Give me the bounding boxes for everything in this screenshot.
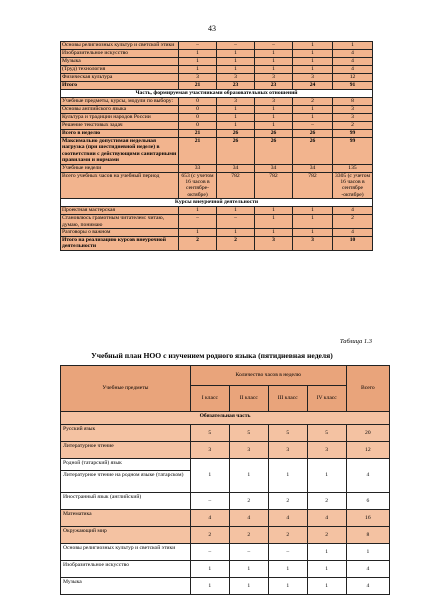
subject-cell: Всего в неделю bbox=[61, 130, 179, 138]
subject-cell: (Труд) технология bbox=[61, 66, 179, 74]
table-row bbox=[61, 130, 373, 138]
hours-cell: 1 bbox=[268, 561, 307, 578]
hours-cell: 4 bbox=[333, 229, 373, 237]
table-row bbox=[61, 122, 373, 130]
hours-cell: – bbox=[179, 42, 217, 50]
hours-cell: 3 bbox=[293, 74, 333, 82]
hours-cell: 26 bbox=[255, 130, 293, 138]
table-row bbox=[61, 66, 373, 74]
header-total: Всего bbox=[346, 366, 389, 412]
table-row bbox=[61, 114, 373, 122]
subject-cell: Проектная мастерская bbox=[61, 207, 179, 215]
hours-cell: 2 bbox=[268, 493, 307, 510]
hours-cell: 5 bbox=[190, 425, 229, 442]
hours-cell: 782 bbox=[217, 172, 255, 199]
hours-cell: – bbox=[217, 215, 255, 229]
subject-cell: Итого на реализацию курсов внеурочной деятельности bbox=[61, 237, 179, 251]
subject-cell: Решение текстовых задач bbox=[61, 122, 179, 130]
subject-cell: Родной (татарский) язык bbox=[61, 459, 191, 471]
hours-cell: 1 bbox=[293, 207, 333, 215]
hours-cell: 1 bbox=[217, 114, 255, 122]
hours-cell: 10 bbox=[333, 237, 373, 251]
hours-cell: 1 bbox=[268, 459, 307, 493]
hours-cell: 1 bbox=[293, 229, 333, 237]
hours-cell: 1 bbox=[293, 114, 333, 122]
subject-cell: Изобразительное искусство bbox=[61, 561, 191, 578]
hours-cell: 26 bbox=[217, 130, 255, 138]
hours-cell: 4 bbox=[190, 510, 229, 527]
hours-cell: 1 bbox=[179, 207, 217, 215]
header-hours-per-week: Количество часов в неделю bbox=[190, 366, 346, 386]
hours-cell: 4 bbox=[333, 66, 373, 74]
table-row bbox=[61, 58, 373, 66]
hours-cell: 782 bbox=[293, 172, 333, 199]
hours-cell: 4 bbox=[229, 510, 268, 527]
hours-cell: – bbox=[268, 544, 307, 561]
hours-cell: 4 bbox=[346, 459, 389, 493]
hours-cell: 23 bbox=[255, 82, 293, 90]
hours-cell: 1 bbox=[255, 114, 293, 122]
hours-cell: 34 bbox=[293, 164, 333, 172]
hours-cell: 4 bbox=[268, 510, 307, 527]
hours-cell: 20 bbox=[346, 425, 389, 442]
hours-cell: 16 bbox=[346, 510, 389, 527]
hours-cell: – bbox=[190, 493, 229, 510]
table-row bbox=[61, 510, 390, 527]
hours-cell: 1 bbox=[255, 229, 293, 237]
hours-cell: 2 bbox=[229, 527, 268, 544]
header-grade: III класс bbox=[268, 386, 307, 412]
hours-cell: 3 bbox=[255, 74, 293, 82]
hours-cell: 12 bbox=[333, 74, 373, 82]
hours-cell: 26 bbox=[217, 138, 255, 165]
table-row bbox=[61, 90, 373, 98]
hours-cell: 4 bbox=[307, 510, 346, 527]
hours-cell: 0 bbox=[179, 98, 217, 106]
hours-cell: 3 bbox=[255, 237, 293, 251]
hours-cell: 2 bbox=[307, 527, 346, 544]
hours-cell: 1 bbox=[229, 561, 268, 578]
hours-cell: 26 bbox=[255, 138, 293, 165]
hours-cell: 3 bbox=[190, 442, 229, 459]
hours-cell: 3 bbox=[217, 74, 255, 82]
hours-cell: 4 bbox=[346, 578, 389, 595]
table-row bbox=[61, 207, 373, 215]
hours-cell: 3 bbox=[293, 237, 333, 251]
hours-cell: – bbox=[293, 122, 333, 130]
hours-cell: 1 bbox=[179, 50, 217, 58]
section-mandatory: Обязательная часть bbox=[61, 412, 390, 425]
table-row bbox=[61, 98, 373, 106]
curriculum-table-native-language bbox=[60, 365, 390, 595]
hours-cell: 1 bbox=[293, 42, 333, 50]
hours-cell: 2 bbox=[217, 237, 255, 251]
hours-cell: 3 bbox=[333, 106, 373, 114]
hours-cell: 1 bbox=[293, 106, 333, 114]
hours-cell: 782 bbox=[255, 172, 293, 199]
table-caption: Таблица 1.3 bbox=[339, 338, 372, 345]
hours-cell: 1 bbox=[346, 544, 389, 561]
subject-cell: Основы религиозных культур и светской этики bbox=[61, 42, 179, 50]
table-row bbox=[61, 74, 373, 82]
subject-cell: Учебные предметы, курсы, модули по выбору: bbox=[61, 98, 179, 106]
subject-cell: Иностранный язык (английский) bbox=[61, 493, 191, 510]
table-row bbox=[61, 199, 373, 207]
subject-cell: Музыка bbox=[61, 578, 191, 595]
hours-cell: 1 bbox=[293, 66, 333, 74]
hours-cell: 1 bbox=[307, 544, 346, 561]
subject-cell: Становлюсь грамотным читателем: читаю, думаю, понимаю bbox=[61, 215, 179, 229]
hours-cell: 1 bbox=[255, 207, 293, 215]
hours-cell: 1 bbox=[307, 459, 346, 493]
hours-cell: 1 bbox=[190, 459, 229, 493]
hours-cell: 1 bbox=[255, 215, 293, 229]
hours-cell: 1 bbox=[217, 207, 255, 215]
subject-cell: Математика bbox=[61, 510, 191, 527]
hours-cell: 0 bbox=[179, 114, 217, 122]
hours-cell: 21 bbox=[179, 130, 217, 138]
hours-cell: 2 bbox=[307, 493, 346, 510]
header-grade: I класс bbox=[190, 386, 229, 412]
hours-cell: 1 bbox=[255, 50, 293, 58]
hours-cell: 1 bbox=[217, 106, 255, 114]
page-number: 43 bbox=[208, 24, 216, 33]
hours-cell: 2 bbox=[229, 493, 268, 510]
hours-cell: 3 bbox=[229, 442, 268, 459]
hours-cell: 5 bbox=[268, 425, 307, 442]
subject-cell: Итого bbox=[61, 82, 179, 90]
subject-cell: Основы английского языка bbox=[61, 106, 179, 114]
hours-cell: 1 bbox=[217, 66, 255, 74]
hours-cell: 1 bbox=[179, 58, 217, 66]
table-row bbox=[61, 82, 373, 90]
hours-cell: 0 bbox=[179, 106, 217, 114]
hours-cell: 2 bbox=[268, 527, 307, 544]
hours-cell: 23 bbox=[217, 82, 255, 90]
hours-cell: 2 bbox=[179, 237, 217, 251]
subject-cell: Литературное чтение bbox=[61, 442, 191, 459]
hours-cell: 1 bbox=[268, 578, 307, 595]
hours-cell: 8 bbox=[333, 98, 373, 106]
subject-cell: Всего учебных часов на учебный период bbox=[61, 172, 179, 199]
table-row bbox=[61, 215, 373, 229]
section-heading: Часть, формируемая участниками образовательных отношений bbox=[61, 90, 373, 98]
table-row bbox=[61, 42, 373, 50]
table-row bbox=[61, 544, 390, 561]
hours-cell: – bbox=[217, 42, 255, 50]
hours-cell: 3 bbox=[268, 442, 307, 459]
subject-cell: Учебные недели bbox=[61, 164, 179, 172]
header-subjects: Учебные предметы bbox=[61, 366, 191, 412]
header-grade: IV класс bbox=[307, 386, 346, 412]
hours-cell: 4 bbox=[333, 207, 373, 215]
hours-cell: 1 bbox=[229, 459, 268, 493]
hours-cell: 3 bbox=[217, 98, 255, 106]
hours-cell: 1 bbox=[217, 50, 255, 58]
table-row bbox=[61, 237, 373, 251]
hours-cell: 2 bbox=[190, 527, 229, 544]
hours-cell: 1 bbox=[229, 578, 268, 595]
hours-cell: 2 bbox=[293, 98, 333, 106]
table-row bbox=[61, 106, 373, 114]
hours-cell: – bbox=[179, 215, 217, 229]
hours-cell: 99 bbox=[333, 130, 373, 138]
hours-cell: 3 bbox=[179, 74, 217, 82]
hours-cell: 2 bbox=[333, 215, 373, 229]
hours-cell: 1 bbox=[255, 122, 293, 130]
hours-cell: 12 bbox=[346, 442, 389, 459]
table-row bbox=[61, 459, 390, 471]
hours-cell: 1 bbox=[179, 66, 217, 74]
hours-cell: 24 bbox=[293, 82, 333, 90]
subject-cell: Разговоры о важном bbox=[61, 229, 179, 237]
hours-cell: 1 bbox=[307, 561, 346, 578]
curriculum-table-continued bbox=[60, 41, 373, 251]
table-row bbox=[61, 493, 390, 510]
hours-cell: 653 (с учетом 16 часов в сентябре-октябре) bbox=[179, 172, 217, 199]
hours-cell: 135 bbox=[333, 164, 373, 172]
subject-cell: Основы религиозных культур и светской этики bbox=[61, 544, 191, 561]
table-row bbox=[61, 442, 390, 459]
hours-cell: 4 bbox=[333, 58, 373, 66]
hours-cell: 5 bbox=[307, 425, 346, 442]
header-grade: II класс bbox=[229, 386, 268, 412]
hours-cell: 34 bbox=[255, 164, 293, 172]
hours-cell: – bbox=[255, 42, 293, 50]
hours-cell: 1 bbox=[190, 561, 229, 578]
table-row bbox=[61, 164, 373, 172]
hours-cell: 6 bbox=[346, 493, 389, 510]
hours-cell: 1 bbox=[293, 58, 333, 66]
hours-cell: 8 bbox=[346, 527, 389, 544]
hours-cell: 3305 (с учетом 16 часов в сентябре -октябре) bbox=[333, 172, 373, 199]
hours-cell: 1 bbox=[255, 66, 293, 74]
table-row bbox=[61, 138, 373, 165]
table-row bbox=[61, 229, 373, 237]
hours-cell: 21 bbox=[179, 138, 217, 165]
hours-cell: 3 bbox=[255, 98, 293, 106]
subject-cell: Культура и традиции народов России bbox=[61, 114, 179, 122]
hours-cell: 1 bbox=[293, 215, 333, 229]
table-row bbox=[61, 50, 373, 58]
table-row bbox=[61, 425, 390, 442]
hours-cell: 1 bbox=[255, 106, 293, 114]
hours-cell: 26 bbox=[293, 138, 333, 165]
hours-cell: 0 bbox=[179, 122, 217, 130]
table-title: Учебный план НОО с изучением родного языка (пятидневная неделя) bbox=[91, 351, 333, 360]
table-row bbox=[61, 172, 373, 199]
hours-cell: 4 bbox=[346, 561, 389, 578]
hours-cell: 1 bbox=[217, 58, 255, 66]
hours-cell: 99 bbox=[333, 138, 373, 165]
hours-cell: 33 bbox=[179, 164, 217, 172]
hours-cell: 26 bbox=[293, 130, 333, 138]
table-row bbox=[61, 578, 390, 595]
subject-cell: Окружающий мир bbox=[61, 527, 191, 544]
hours-cell: 21 bbox=[179, 82, 217, 90]
hours-cell: 4 bbox=[333, 50, 373, 58]
hours-cell: 2 bbox=[333, 122, 373, 130]
subject-cell: Русский язык bbox=[61, 425, 191, 442]
table-row bbox=[61, 561, 390, 578]
hours-cell: 3 bbox=[307, 442, 346, 459]
table-row bbox=[61, 527, 390, 544]
hours-cell: 1 bbox=[190, 578, 229, 595]
hours-cell: 3 bbox=[333, 114, 373, 122]
section-heading: Курсы внеурочной деятельности bbox=[61, 199, 373, 207]
hours-cell: – bbox=[190, 544, 229, 561]
hours-cell: – bbox=[229, 544, 268, 561]
hours-cell: 1 bbox=[307, 578, 346, 595]
subject-cell: Литературное чтение на родном языке (татарском) bbox=[61, 471, 191, 493]
subject-cell: Физическая культура bbox=[61, 74, 179, 82]
subject-cell: Изобразительное искусство bbox=[61, 50, 179, 58]
hours-cell: 1 bbox=[333, 42, 373, 50]
subject-cell: Максимально допустимая недельная нагрузка (при шестидневной неделе) в соответствии с действующими санитарными правилами и нормами bbox=[61, 138, 179, 165]
hours-cell: 1 bbox=[217, 229, 255, 237]
hours-cell: 5 bbox=[229, 425, 268, 442]
subject-cell: Музыка bbox=[61, 58, 179, 66]
hours-cell: 1 bbox=[179, 229, 217, 237]
hours-cell: 91 bbox=[333, 82, 373, 90]
hours-cell: 1 bbox=[255, 58, 293, 66]
hours-cell: 1 bbox=[293, 50, 333, 58]
hours-cell: 1 bbox=[217, 122, 255, 130]
hours-cell: 34 bbox=[217, 164, 255, 172]
